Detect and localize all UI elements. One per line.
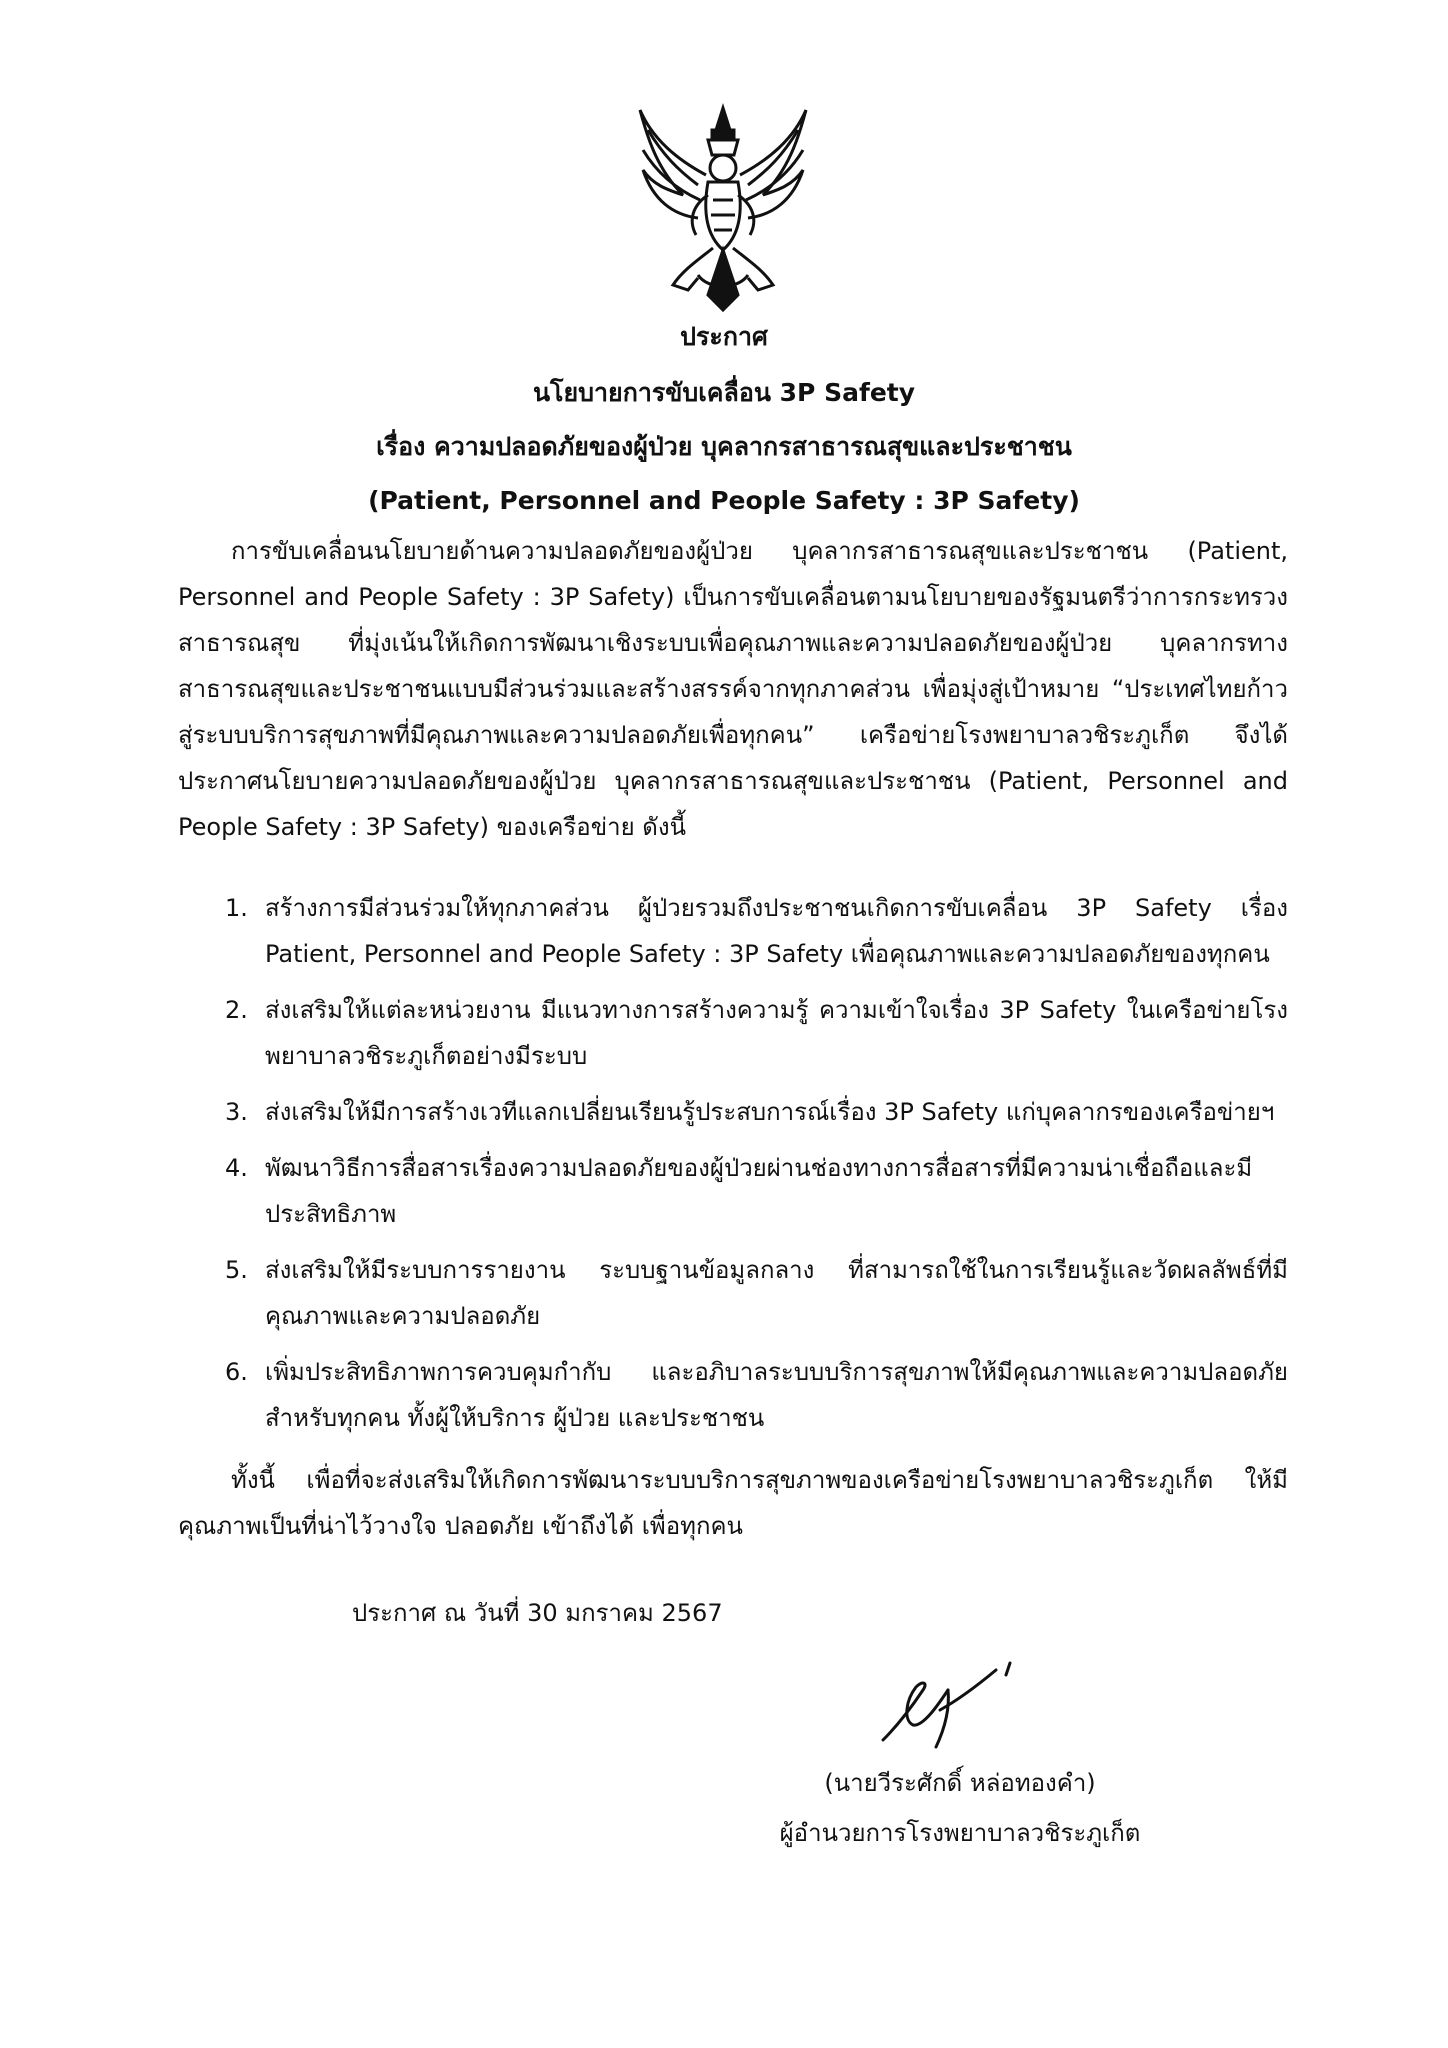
announcement-date: ประกาศ ณ วันที่ 30 มกราคม 2567 <box>352 1599 723 1627</box>
policy-subtitle: นโยบายการขับเคลื่อน 3P Safety <box>532 378 916 407</box>
subject-line: เรื่อง ความปลอดภัยของผู้ป่วย บุคลากรสาธารณสุขและประชาชน <box>376 432 1072 461</box>
garuda-emblem-icon <box>628 100 818 315</box>
announcement-heading: ประกาศ <box>680 322 768 351</box>
list-item-text: ส่งเสริมให้มีระบบการรายงาน ระบบฐานข้อมูลกลาง ที่สามารถใช้ในการเรียนรู้และวัดผลลัพธ์ที่มีคุณภาพและความปลอดภัย <box>265 1256 1288 1330</box>
closing-paragraph: ทั้งนี้ เพื่อที่จะส่งเสริมให้เกิดการพัฒนาระบบบริการสุขภาพของเครือข่ายโรงพยาบาลวชิระภูเก็ต ให้มีคุณภาพเป็นที่น่าไว้วางใจ ปลอดภัย เข้าถึงได้ เพื่อทุกคน <box>178 1466 1288 1540</box>
list-item <box>225 1349 1288 1441</box>
subject-english: (Patient, Personnel and People Safety : 3P Safety) <box>368 486 1080 515</box>
list-item <box>225 1247 1288 1339</box>
list-item-number: 3. <box>225 1098 248 1126</box>
list-item-text: ส่งเสริมให้แต่ละหน่วยงาน มีแนวทางการสร้างความรู้ ความเข้าใจเรื่อง 3P Safety ในเครือข่ายโรงพยาบาลวชิระภูเก็ตอย่างมีระบบ <box>265 996 1288 1070</box>
signer-name: (นายวีระศักดิ์ หล่อทองคำ) <box>824 1769 1096 1797</box>
list-item-text: เพิ่มประสิทธิภาพการควบคุมกำกับ และอภิบาลระบบบริการสุขภาพให้มีคุณภาพและความปลอดภัยสำหรับทุกคน ทั้งผู้ให้บริการ ผู้ป่วย และประชาชน <box>265 1358 1288 1432</box>
signature-icon <box>878 1655 1028 1750</box>
list-item-text: ส่งเสริมให้มีการสร้างเวทีแลกเปลี่ยนเรียนรู้ประสบการณ์เรื่อง 3P Safety แก่บุคลากรของเครือข่ายฯ <box>265 1098 1275 1126</box>
intro-paragraph: การขับเคลื่อนนโยบายด้านความปลอดภัยของผู้ป่วย บุคลากรสาธารณสุขและประชาชน (Patient, Personnel and People Safety : 3P Safety) เป็นการขับเคลื่อนตามนโยบายของรัฐมนตรีว่าการกระทรวงสาธารณสุข ที่มุ่งเน้นให้เกิดการพัฒนาเชิงระบบเพื่อคุณภาพและความปลอดภัยของผู้ป่วย บุคลากรทางสาธารณสุขและประชาชนแบบมีส่วนร่วมและสร้างสรรค์จากทุกภาคส่วน เพื่อมุ่งสู่เป้าหมาย “ประเทศไทยก้าวสู่ระบบบริการสุขภาพที่มีคุณภาพและความปลอดภัยเพื่อทุกคน” เครือข่ายโรงพยาบาลวชิระภูเก็ต จึงได้ประกาศนโยบายความปลอดภัยของผู้ป่วย บุคลากรสาธารณสุขและประชาชน (Patient, Personnel and People Safety : 3P Safety) ของเครือข่าย ดังนี้ <box>178 537 1288 841</box>
list-item <box>225 987 1288 1079</box>
list-item <box>225 1089 1288 1135</box>
list-item-number: 6. <box>225 1358 248 1386</box>
list-item-text: สร้างการมีส่วนร่วมให้ทุกภาคส่วน ผู้ป่วยรวมถึงประชาชนเกิดการขับเคลื่อน 3P Safety เรื่อง Patient, Personnel and People Safety : 3P Safety เพื่อคุณภาพและความปลอดภัยของทุกคน <box>265 894 1288 968</box>
list-item-number: 1. <box>225 894 248 922</box>
policy-list <box>225 885 1288 1451</box>
list-item-number: 4. <box>225 1154 248 1182</box>
list-item-number: 5. <box>225 1256 248 1284</box>
list-item-number: 2. <box>225 996 248 1024</box>
list-item-text: พัฒนาวิธีการสื่อสารเรื่องความปลอดภัยของผู้ป่วยผ่านช่องทางการสื่อสารที่มีความน่าเชื่อถือและมีประสิทธิภาพ <box>265 1154 1253 1228</box>
list-item <box>225 885 1288 977</box>
signer-position: ผู้อำนวยการโรงพยาบาลวชิระภูเก็ต <box>779 1819 1141 1847</box>
list-item <box>225 1145 1288 1237</box>
